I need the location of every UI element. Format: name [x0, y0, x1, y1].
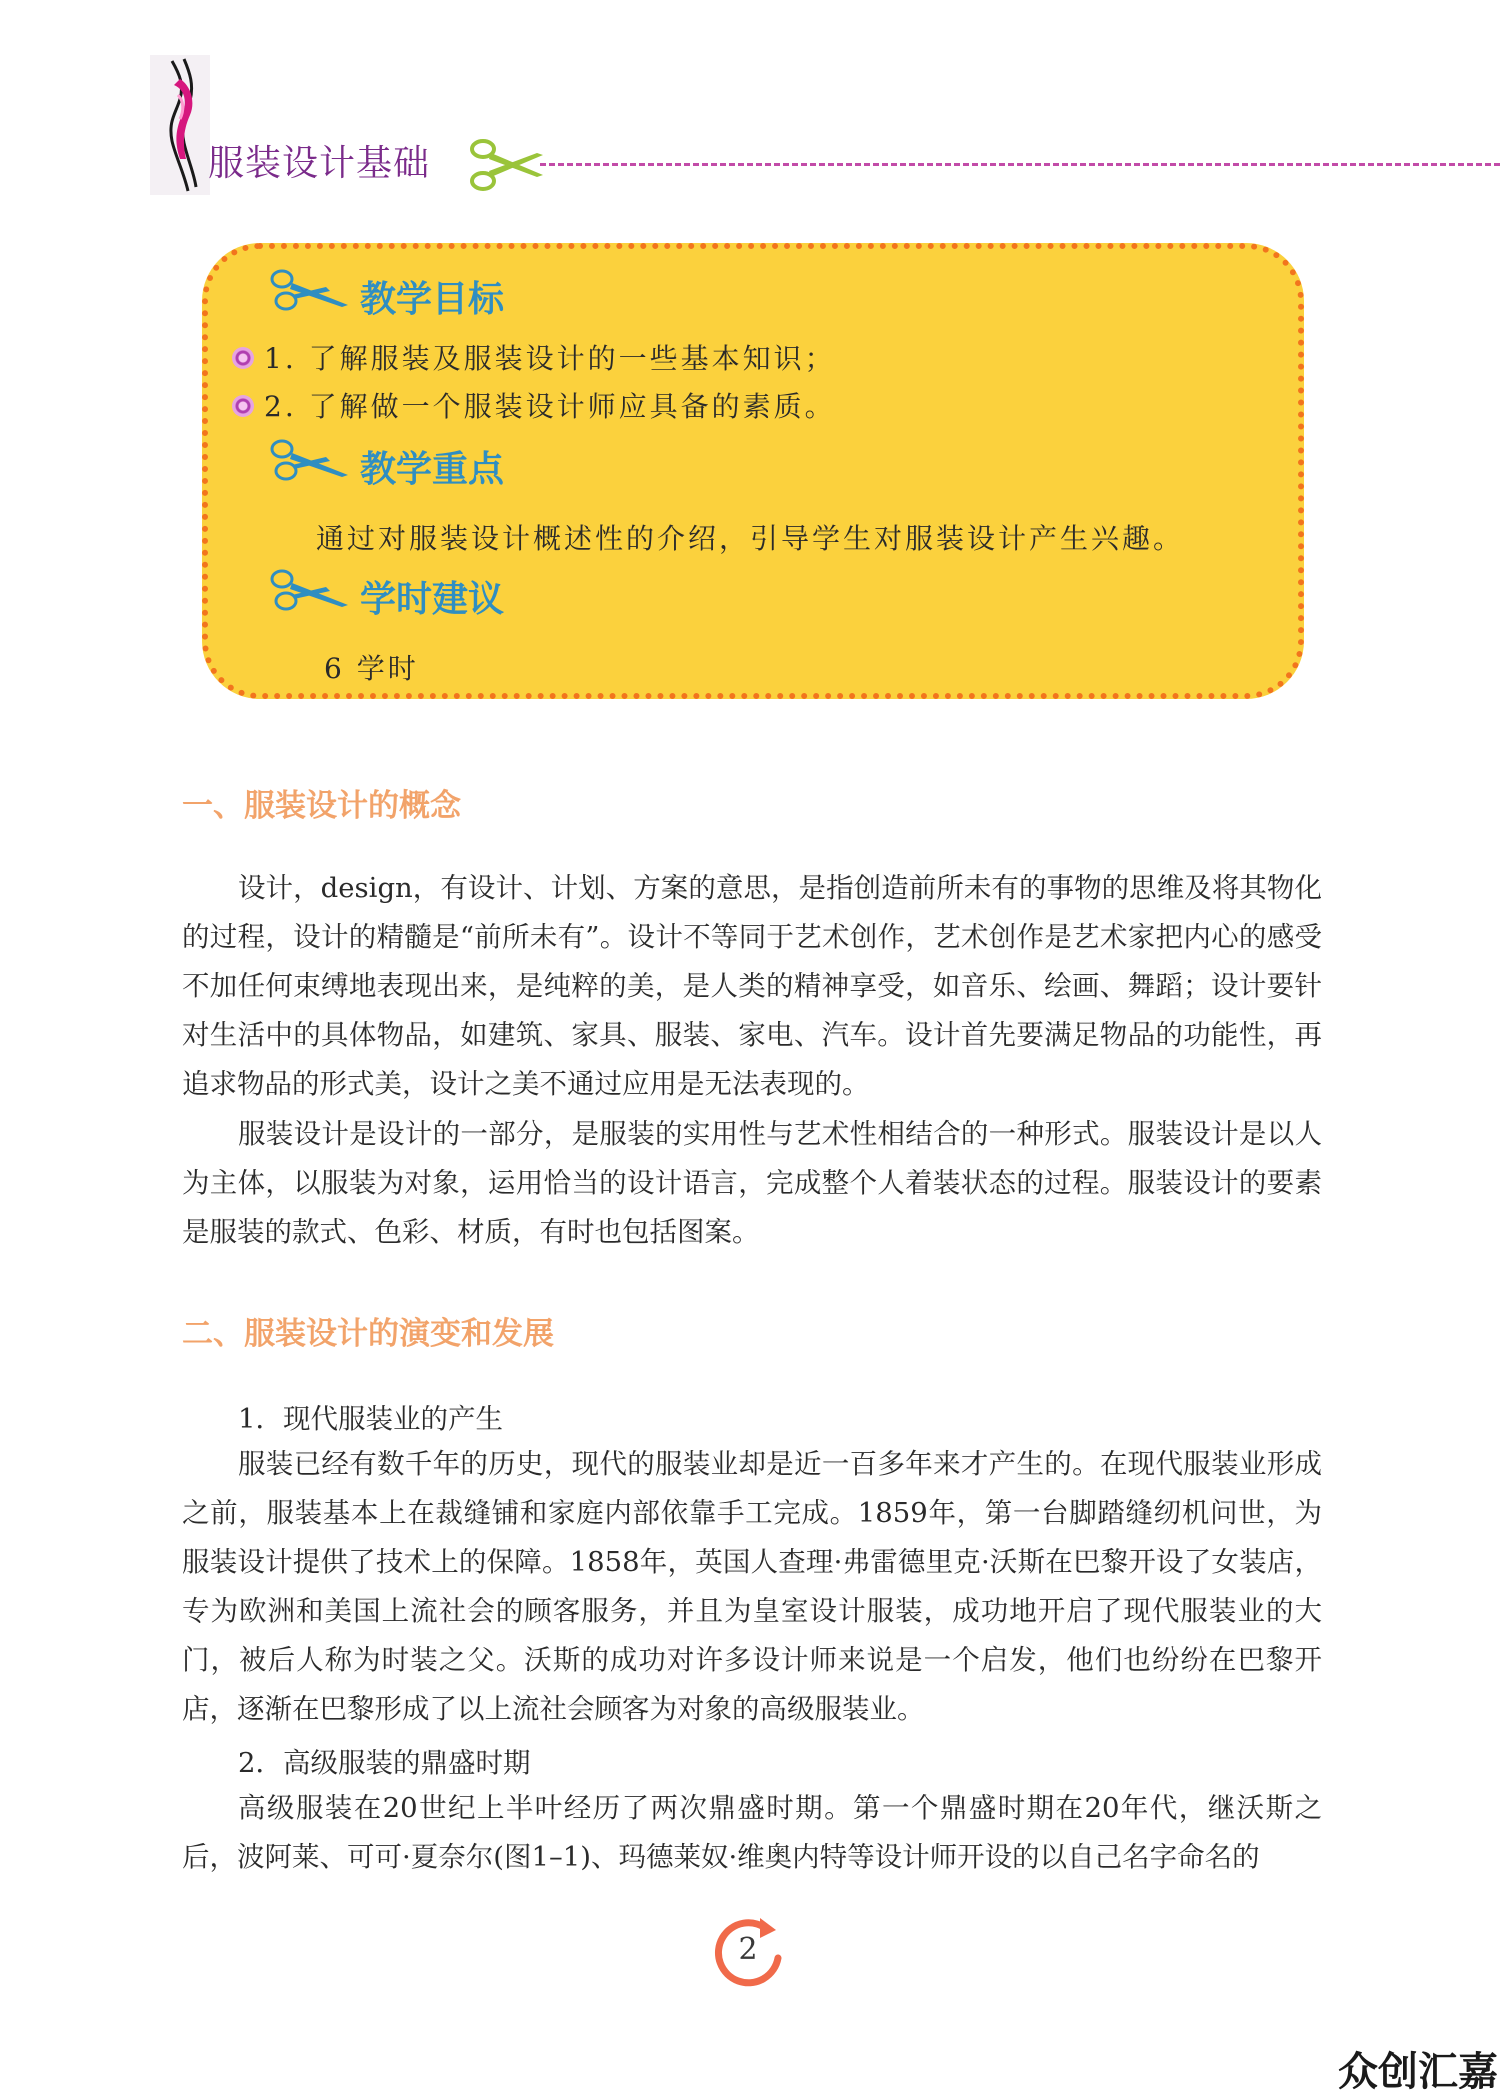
- body-paragraph: 服装设计是设计的一部分，是服装的实用性与艺术性相结合的一种形式。服装设计是以人为主体，以服装为对象，运用恰当的设计语言，完成整个人着装状态的过程。服装设计的要素是服装的款式、色彩、材质，有时也包括图案。: [182, 1118, 1322, 1248]
- subsection-title: 2．高级服装的鼎盛时期: [238, 1747, 531, 1779]
- body-paragraph: 设计，design，有设计、计划、方案的意思，是指创造前所未有的事物的思维及将其物化的过程，设计的精髓是“前所未有”。设计不等同于艺术创作，艺术创作是艺术家把内心的感受不加任何束缚地表现出来，是纯粹的美，是人类的精神享受，如音乐、绘画、舞蹈；设计要针对生活中的具体物品，如建筑、家具、服装、家电、汽车。设计首先要满足物品的功能性，再追求物品的形式美，设计之美不通过应用是无法表现的。: [182, 872, 1322, 1100]
- subsection-title: 1．现代服装业的产生: [238, 1403, 503, 1435]
- page-header: [150, 55, 1503, 205]
- book-title: 服装设计基础: [208, 143, 431, 184]
- teaching-goal-box: 教学目标 1. 了解服装及服装设计的一些基本知识； 2. 了解做一个服装设计师应具备的素质。 教学重点 通过对服装设计概述性的介绍，引导学生对服装设计产生兴趣。 学时建议 6 学时: [202, 243, 1304, 699]
- key-points-text: 通过对服装设计概述性的介绍，引导学生对服装设计产生兴趣。: [316, 522, 1185, 555]
- bullet-icon: [232, 395, 254, 417]
- hours-text: 6 学时: [324, 652, 419, 685]
- watermark-text: 众创汇嘉: [1338, 2049, 1498, 2095]
- page-number: 2: [738, 1932, 758, 1967]
- header-dashed-line: [540, 163, 1500, 166]
- section-title: 二、服装设计的演变和发展: [182, 1316, 554, 1352]
- objective-item: 1. 了解服装及服装设计的一些基本知识；: [264, 342, 836, 375]
- page-number-badge: [706, 1912, 790, 1996]
- scissors-icon: [268, 433, 350, 493]
- section-title: 一、服装设计的概念: [182, 788, 461, 824]
- scissors-icon: [467, 135, 547, 195]
- body-paragraph: 服装已经有数千年的历史，现代的服装业却是近一百多年来才产生的。在现代服装业形成之前，服装基本上在裁缝铺和家庭内部依靠手工完成。1859年，第一台脚踏缝纫机问世，为服装设计提供了技术上的保障。1858年，英国人查理·弗雷德里克·沃斯在巴黎开设了女装店，专为欧洲和美国上流社会的顾客服务，并且为皇室设计服装，成功地开启了现代服装业的大门，被后人称为时装之父。沃斯的成功对许多设计师来说是一个启发，他们也纷纷在巴黎开店，逐渐在巴黎形成了以上流社会顾客为对象的高级服装业。: [182, 1448, 1322, 1725]
- objective-item: 2. 了解做一个服装设计师应具备的素质。: [264, 390, 836, 423]
- body-paragraph: 高级服装在20世纪上半叶经历了两次鼎盛时期。第一个鼎盛时期在20年代，继沃斯之后，波阿莱、可可·夏奈尔(图1–1)、玛德莱奴·维奥内特等设计师开设的以自己名字命名的: [182, 1792, 1322, 1873]
- scissors-icon: [268, 563, 350, 623]
- fashion-figure-logo-icon: [150, 55, 210, 195]
- bullet-icon: [232, 347, 254, 369]
- scissors-icon: [268, 263, 350, 323]
